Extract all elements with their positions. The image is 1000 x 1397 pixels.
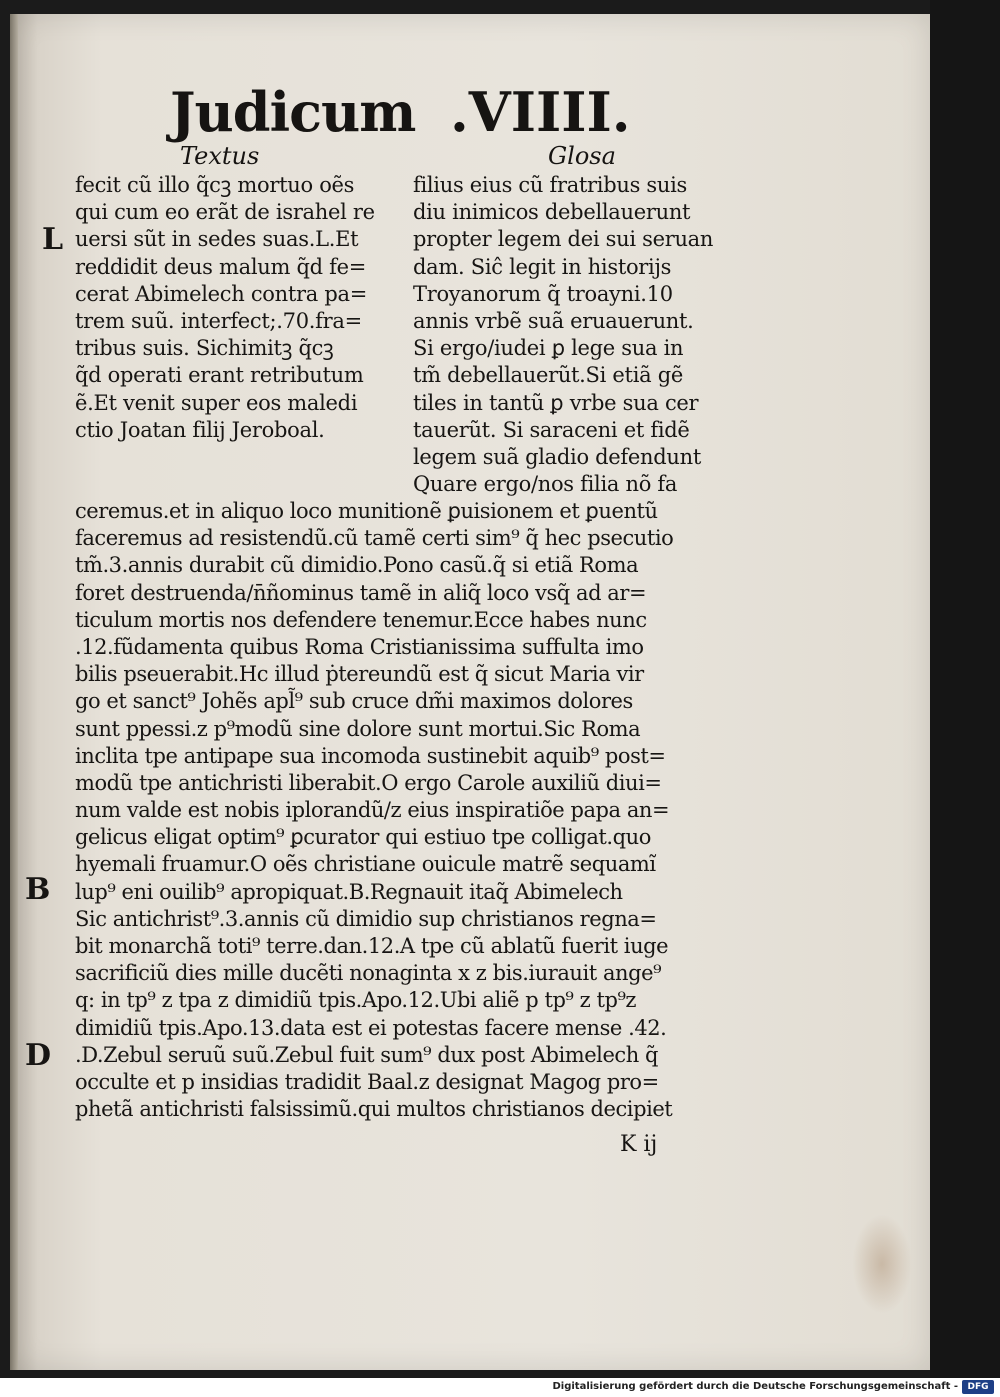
page-gutter [10,14,18,1370]
text-line: tm̃.3.annis durabit cũ dimidio.Pono casũ.q̃ si etiã Roma [75,553,639,578]
text-line: phetã antichristi falsissimũ.qui multos christianos decipiet [75,1097,673,1122]
full-width-text [75,498,735,1123]
text-line: trem suũ. interfect;.70.fra= [75,308,362,333]
text-line: hyemali fruamur.O oẽs christiane ouicule matrẽ sequamĩ [75,852,656,877]
text-line: .12.fũdamenta quibus Roma Cristianissima suffulta imo [75,634,644,659]
text-line: reddidit deus malum q̃d fe= [75,254,367,279]
text-line: dimidiũ tpis.Apo.13.data est ei potestas facere mense .42. [75,1015,667,1040]
text-line: lup⁹ eni ouilib⁹ apropiquat.B.Regnauit itaq̃ Abimelech [75,879,623,904]
page-title [170,80,730,150]
scan-background [930,0,1000,1378]
text-line: go et sanct⁹ Johẽs apl̃⁹ sub cruce dm̃i maximos dolores [75,689,633,714]
text-column-left [75,172,405,444]
text-line: modũ tpe antichristi liberabit.O ergo Carole auxiliũ diui= [75,770,662,795]
text-line: sunt ppessi.z p⁹modũ sine dolore sunt mortui.Sic Roma [75,716,641,741]
left-column-heading: Textus [180,142,260,170]
gloss-line: annis vrbẽ suã eruauerunt. [413,308,694,333]
margin-mark-d: D [25,1038,52,1073]
margin-mark-b: B [25,872,51,907]
gloss-line: tauerũt. Si saraceni et fidẽ [413,417,690,442]
footer-credit: Digitalisierung gefördert durch die Deutsche Forschungsgemeinschaft - [552,1381,958,1392]
gloss-line: propter legem dei sui seruan [413,227,714,252]
dfg-logo: DFG [962,1380,994,1394]
signature-mark: K ij [620,1132,658,1157]
gloss-column-right [413,172,738,498]
gloss-line: tm̃ debellauerũt.Si etiã gẽ [413,363,683,388]
gloss-line: legem suã gladio defendunt [413,444,701,469]
text-line: ceremus.et in aliquo loco munitionẽ ꝑuisionem et ꝑuentũ [75,499,658,523]
text-line: fecit cũ illo q̃cꝫ mortuo oẽs [75,173,355,197]
text-line: foret destruenda/n̄ñominus tamẽ in aliq̃ loco vsq̃ ad ar= [75,580,647,605]
text-line: Sic antichrist⁹.3.annis cũ dimidio sup christianos regna= [75,906,657,931]
gloss-line: Quare ergo/nos filia nõ fa [413,472,678,497]
text-line: occulte et p insidias tradidit Baal.z designat Magog pro= [75,1069,659,1094]
right-column-heading: Glosa [548,142,616,170]
text-line: cerat Abimelech contra pa= [75,281,367,306]
margin-mark-l: L [42,222,64,257]
title-word: Judicum [170,80,416,144]
text-line: faceremus ad resistendũ.cũ tamẽ certi sim⁹ q̃ hec psecutio [75,526,674,551]
text-line: bit monarchã toti⁹ terre.dan.12.A tpe cũ ablatũ fuerit iuge [75,934,669,958]
gloss-line: Si ergo/iudei ꝑ lege sua in [413,336,684,361]
text-line: num valde est nobis iplorandũ/z eius inspiratiõe papa an= [75,798,670,823]
gloss-line: Troyanorum q̃ troayni.10 [413,281,673,306]
gloss-line: diu inimicos debellauerunt [413,200,691,225]
title-number: .VIIII. [450,80,631,144]
text-line: qui cum eo erãt de israhel re [75,200,375,225]
paper-stain [852,1214,912,1314]
text-line: bilis pseuerabit.Hc illud ṗtereundũ est q̃ sicut Maria vir [75,662,644,687]
footer [0,1378,1000,1397]
text-line: uersi sũt in sedes suas.L.Et [75,227,359,252]
text-line: ticulum mortis nos defendere tenemur.Ecce habes nunc [75,607,647,632]
text-line: inclita tpe antipape sua incomoda sustinebit aquib⁹ post= [75,743,666,768]
text-line: ctio Joatan filij Jeroboal. [75,417,325,442]
text-line: gelicus eligat optim⁹ ꝑcurator qui estiuo tpe colligat.quo [75,825,651,850]
text-line: ẽ.Et venit super eos maledi [75,390,358,415]
gloss-line: dam. Siĉ legit in historijs [413,254,672,279]
text-line: q: in tp⁹ z tpa z dimidiũ tpis.Apo.12.Ubi aliẽ p tp⁹ z tp⁹z [75,988,637,1013]
gloss-line: filius eius cũ fratribus suis [413,173,688,197]
gloss-line: tiles in tantũ ꝑ vrbe sua cer [413,390,699,415]
text-line: tribus suis. Sichimitꝫ q̃cꝫ [75,336,334,361]
text-line: sacrificiũ dies mille ducẽti nonaginta x z bis.iurauit ange⁹ [75,961,662,986]
text-line: q̃d operati erant retributum [75,363,364,388]
text-line: .D.Zebul seruũ suũ.Zebul fuit sum⁹ dux post Abimelech q̃ [75,1042,659,1067]
